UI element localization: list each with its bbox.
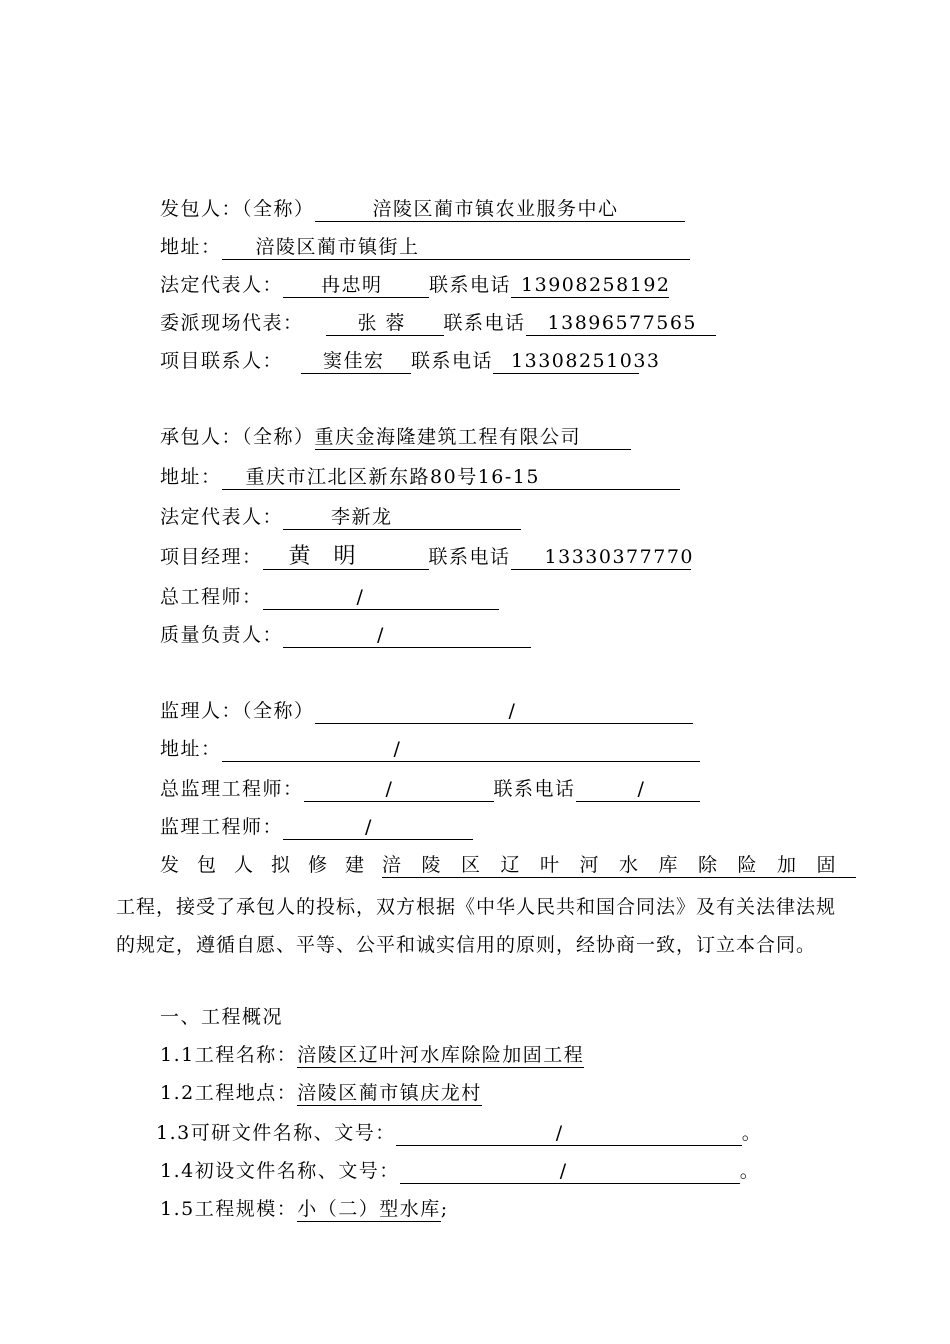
overview-item-label: 1.2工程地点：	[160, 1082, 298, 1104]
supervisor-chief-phone: /	[576, 777, 700, 802]
employer-name: 涪陵区蔺市镇农业服务中心	[315, 197, 685, 222]
contractor-legal-rep-label: 法定代表人：	[160, 506, 284, 528]
supervisor-address-line	[160, 736, 700, 762]
intro-project: 涪陵区辽叶河水库除险加固	[382, 854, 857, 876]
intro-prefix: 发包人拟修建	[160, 854, 383, 876]
supervisor-label: 监理人：（全称）	[160, 700, 315, 722]
supervisor-name: /	[315, 699, 693, 724]
contractor-legal-rep-line	[160, 504, 521, 530]
employer-contact-label: 项目联系人：	[160, 350, 284, 372]
contractor-pm-phone-label: 联系电话	[428, 546, 511, 568]
supervisor-chief-label: 总监理工程师：	[160, 778, 304, 800]
employer-name-line	[160, 196, 685, 222]
employer-site-rep-label: 委派现场代表：	[160, 312, 304, 334]
contractor-chief-eng: /	[263, 585, 499, 610]
supervisor-name-line	[160, 698, 693, 724]
overview-item-suffix: ;	[440, 1198, 449, 1220]
contractor-legal-rep: 李新龙	[283, 505, 521, 530]
supervisor-chief-line	[160, 776, 700, 802]
employer-address-line	[160, 234, 690, 260]
overview-item	[160, 1158, 760, 1184]
employer-site-rep: 张 蓉	[326, 311, 444, 336]
overview-item-label: 1.3可研文件名称、文号：	[156, 1122, 396, 1144]
contractor-pm: 黄 明	[263, 545, 429, 570]
contractor-name-line	[160, 424, 631, 450]
contractor-pm-phone: 13330377770	[511, 545, 691, 570]
employer-site-rep-phone: 13896577565	[526, 311, 716, 336]
employer-contact: 窦佳宏	[301, 349, 411, 374]
overview-item-value: /	[396, 1121, 742, 1146]
contractor-chief-eng-label: 总工程师：	[160, 586, 263, 608]
overview-item-label: 1.4初设文件名称、文号：	[160, 1160, 400, 1182]
overview-item	[156, 1120, 762, 1146]
overview-item-value: /	[400, 1159, 740, 1184]
intro-first-line	[160, 852, 856, 878]
contractor-chief-eng-line	[160, 584, 499, 610]
employer-site-rep-line	[160, 310, 716, 336]
employer-legal-rep-phone: 13908258192	[511, 273, 669, 298]
overview-item-label: 1.1工程名称：	[160, 1044, 298, 1066]
supervisor-chief-phone-label: 联系电话	[493, 778, 576, 800]
employer-legal-rep-line	[160, 272, 669, 298]
overview-item	[160, 1196, 449, 1222]
employer-legal-rep: 冉忠明	[283, 273, 429, 298]
contractor-name: 重庆金海隆建筑工程有限公司	[315, 425, 631, 450]
employer-contact-line	[160, 348, 661, 374]
employer-label: 发包人：（全称）	[160, 198, 315, 220]
contractor-address-label: 地址：	[160, 466, 222, 488]
employer-contact-phone: 13308251033	[493, 349, 639, 374]
employer-legal-rep-phone-label: 联系电话	[429, 274, 512, 296]
contractor-pm-line	[160, 544, 695, 570]
overview-item-suffix: 。	[741, 1122, 763, 1144]
overview-item	[160, 1080, 482, 1106]
employer-legal-rep-label: 法定代表人：	[160, 274, 284, 296]
employer-address: 涪陵区蔺市镇街上	[222, 235, 690, 260]
contractor-label: 承包人：（全称）	[160, 426, 315, 448]
employer-contact-phone-label: 联系电话	[411, 350, 494, 372]
overview-item-suffix: 。	[739, 1160, 761, 1182]
overview-heading: 一、工程概况	[160, 1006, 284, 1028]
overview-item	[160, 1042, 584, 1068]
supervisor-address-label: 地址：	[160, 738, 222, 760]
supervisor-engineer-label: 监理工程师：	[160, 816, 284, 838]
overview-item-value: 涪陵区蔺市镇庆龙村	[297, 1082, 482, 1104]
contractor-quality: /	[283, 623, 531, 648]
overview-item-value: 小（二）型水库	[297, 1198, 441, 1220]
contractor-quality-line	[160, 622, 531, 648]
employer-site-rep-phone-label: 联系电话	[443, 312, 526, 334]
contractor-address-line	[160, 464, 680, 490]
employer-address-label: 地址：	[160, 236, 222, 258]
overview-item-label: 1.5工程规模：	[160, 1198, 298, 1220]
contractor-address: 重庆市江北区新东路80号16-15	[222, 465, 680, 490]
contractor-pm-label: 项目经理：	[160, 546, 263, 568]
overview-item-value: 涪陵区辽叶河水库除险加固工程	[297, 1044, 585, 1066]
intro-body: 工程，接受了承包人的投标，双方根据《中华人民共和国合同法》及有关法律法规的规定，遵循自愿、平等、公平和诚实信用的原则，经协商一致，订立本合同。	[116, 896, 837, 956]
supervisor-address: /	[222, 737, 700, 762]
supervisor-engineer-line	[160, 814, 473, 840]
supervisor-engineer: /	[283, 815, 473, 840]
supervisor-chief: /	[304, 777, 494, 802]
contractor-quality-label: 质量负责人：	[160, 624, 284, 646]
